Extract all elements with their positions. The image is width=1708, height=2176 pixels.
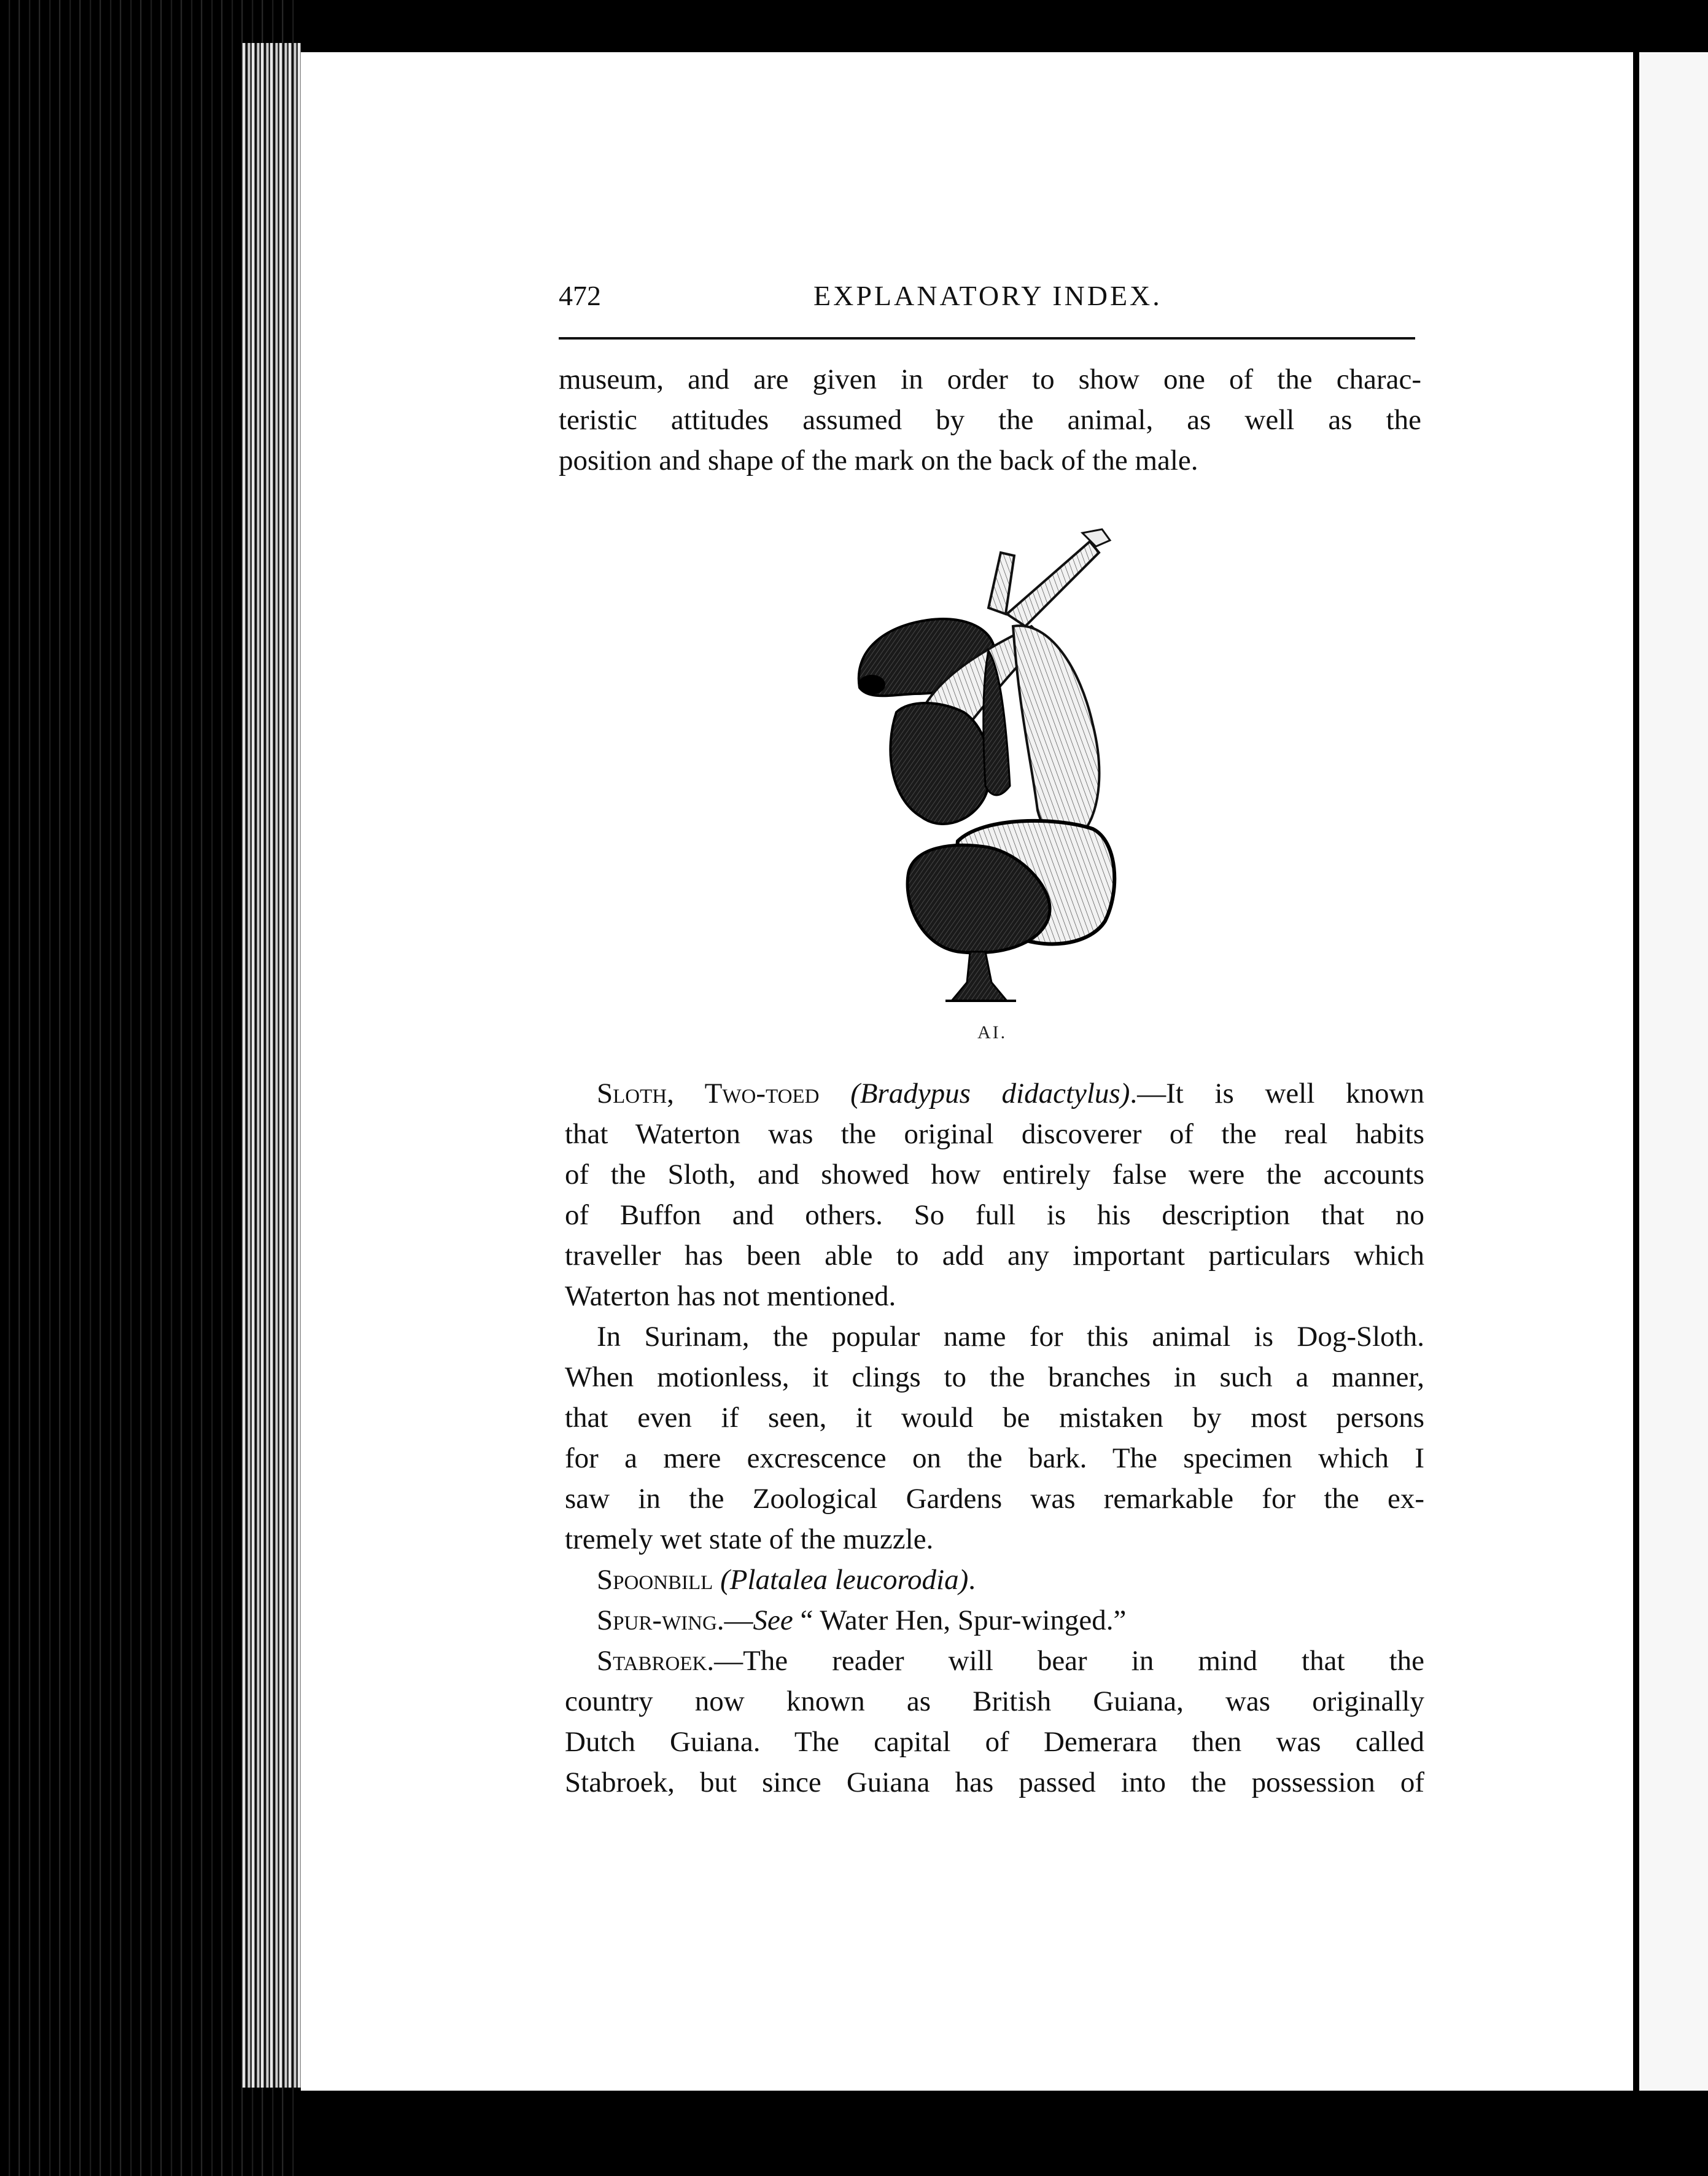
text-line: museum, and are given in order to show one of the charac-	[559, 363, 1421, 395]
entry-first-line	[565, 1641, 1424, 1681]
entry-first-line	[565, 1600, 1424, 1641]
text-line: tremely wet state of the muzzle.	[565, 1523, 934, 1555]
entry-spur-wing	[565, 1600, 1424, 1641]
text-line: traveller has been able to add any important particulars which	[565, 1240, 1424, 1272]
entry-text: .—The reader will bear in mind that the	[707, 1645, 1424, 1677]
entry-latin-name: (Platalea leucorodia)	[720, 1564, 969, 1596]
text-line: Dutch Guiana. The capital of Demerara then was called	[565, 1726, 1424, 1758]
text-line: position and shape of the mark on the back of the male.	[559, 445, 1198, 476]
entry-headword: Spoonbill	[597, 1564, 713, 1596]
entry-headword: Sloth, Two-toed	[597, 1078, 820, 1109]
text-line: Waterton has not mentioned.	[565, 1280, 896, 1312]
page-number: 472	[559, 280, 601, 311]
facing-page-edge	[1639, 52, 1708, 2091]
text-line: country now known as British Guiana, was originally	[565, 1685, 1424, 1717]
entry-dash: .—	[716, 1604, 753, 1636]
running-head-title: EXPLANATORY INDEX.	[813, 280, 1162, 311]
text-line: saw in the Zoological Gardens was remarkable for the ex-	[565, 1483, 1424, 1515]
page-stack-edges	[243, 43, 301, 2088]
running-head	[559, 279, 1418, 322]
page-gutter-shadow	[1633, 52, 1639, 2091]
entry-latin-name: (Bradypus didactylus)	[850, 1078, 1130, 1109]
text-line: teristic attitudes assumed by the animal, as well as the	[559, 404, 1421, 436]
text-line: In Surinam, the popular name for this animal is Dog-Sloth.	[597, 1321, 1424, 1353]
text-line: that Waterton was the original discoverer of the real habits	[565, 1118, 1424, 1150]
entry-headword: Stabroek	[597, 1645, 707, 1677]
figure-caption: AI.	[977, 1022, 1007, 1043]
text-line: When motionless, it clings to the branches in such a manner,	[565, 1361, 1424, 1393]
text-line: of the Sloth, and showed how entirely false were the accounts	[565, 1159, 1424, 1191]
entry-cross-reference: “ Water Hen, Spur-winged.”	[793, 1604, 1127, 1636]
text-line: that even if seen, it would be mistaken by most persons	[565, 1402, 1424, 1434]
index-entries	[565, 1073, 1424, 1803]
sloth-illustration	[847, 528, 1130, 1007]
entry-sloth	[565, 1073, 1424, 1560]
header-rule	[559, 337, 1415, 340]
entry-text: .—It is well known	[1130, 1078, 1424, 1109]
entry-text: .	[968, 1564, 976, 1596]
text-line: for a mere excrescence on the bark. The specimen which I	[565, 1442, 1424, 1474]
entry-see: See	[753, 1604, 793, 1636]
book-page-edges	[0, 0, 301, 2176]
text-line: Stabroek, but since Guiana has passed into the possession of	[565, 1766, 1424, 1798]
entry-stabroek	[565, 1641, 1424, 1803]
text-line: of Buffon and others. So full is his description that no	[565, 1199, 1424, 1231]
entry-first-line	[565, 1073, 1424, 1114]
entry-first-line	[565, 1560, 1424, 1600]
entry-headword: Spur-wing	[597, 1604, 717, 1636]
continued-paragraph	[559, 359, 1421, 481]
entry-spoonbill	[565, 1560, 1424, 1600]
